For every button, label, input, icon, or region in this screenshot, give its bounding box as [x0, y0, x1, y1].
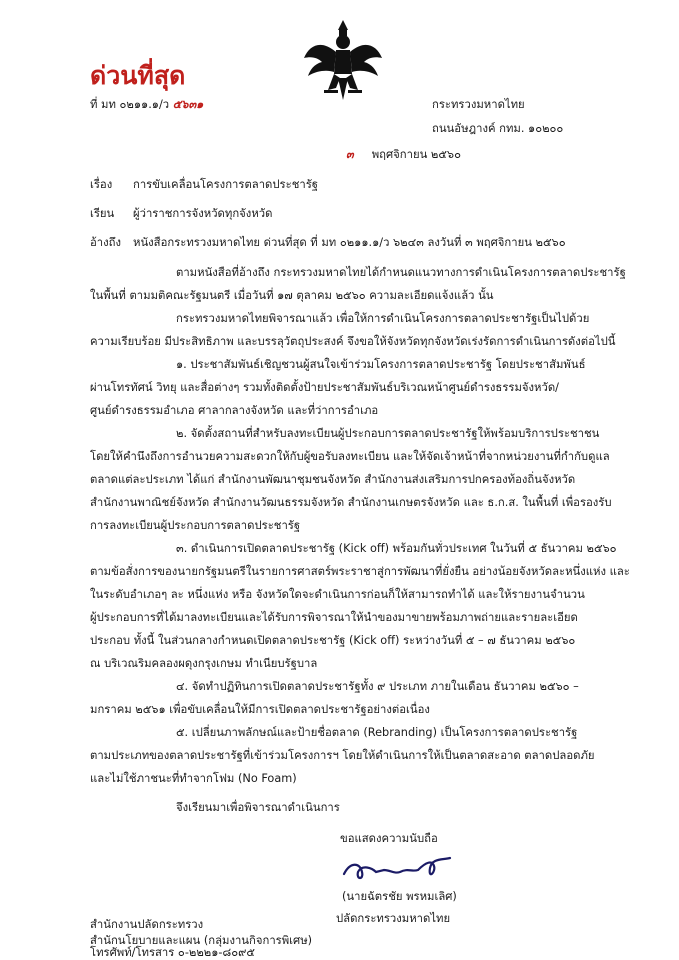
- date-day-handwritten: ๓: [346, 148, 354, 161]
- document-date: [346, 148, 461, 162]
- date-month-year: พฤศจิกายน ๒๕๖๐: [371, 148, 461, 161]
- body-line: ๕. เปลี่ยนภาพลักษณ์และป้ายชื่อตลาด (Rebranding) เป็นโครงการตลาดประชารัฐ: [176, 726, 578, 739]
- body-line: ณ บริเวณริมคลองผดุงกรุงเกษม ทำเนียบรัฐบาล: [90, 657, 318, 670]
- sender-org: กระทรวงมหาดไทย: [432, 98, 525, 111]
- reference-label: อ้างถึง: [90, 236, 122, 249]
- document-number-handwritten: ๕๖๓๑: [172, 98, 204, 111]
- body-line: ผ่านโทรทัศน์ วิทยุ และสื่อต่างๆ รวมทั้งติดตั้งป้ายประชาสัมพันธ์บริเวณหน้าศูนย์ดำรงธรรมจังหวัด/: [90, 381, 559, 394]
- recipient-label: เรียน: [90, 207, 115, 220]
- recipient-text: ผู้ว่าราชการจังหวัดทุกจังหวัด: [133, 207, 273, 220]
- garuda-emblem: [302, 18, 384, 106]
- body-line: สำนักงานพาณิชย์จังหวัด สำนักงานวัฒนธรรมจังหวัด สำนักงานเกษตรจังหวัด และ ธ.ก.ส. ในพื้นที่ เพื่อรองรับ: [90, 496, 612, 509]
- regards-line: ขอแสดงความนับถือ: [340, 832, 438, 845]
- body-line: มกราคม ๒๕๖๑ เพื่อขับเคลื่อนให้มีการเปิดตลาดประชารัฐอย่างต่อเนื่อง: [90, 703, 430, 716]
- reference-text: หนังสือกระทรวงมหาดไทย ด่วนที่สุด ที่ มท ๐๒๑๑.๑/ว ๖๒๔๓ ลงวันที่ ๓ พฤศจิกายน ๒๕๖๐: [133, 236, 566, 249]
- closing-line: จึงเรียนมาเพื่อพิจารณาดำเนินการ: [176, 801, 340, 814]
- body-line: ในพื้นที่ ตามมติคณะรัฐมนตรี เมื่อวันที่ ๑๗ ตุลาคม ๒๕๖๐ ความละเอียดแจ้งแล้ว นั้น: [90, 289, 494, 302]
- body-line: ตลาดแต่ละประเภท ได้แก่ สำนักงานพัฒนาชุมชนจังหวัด สำนักงานส่งเสริมการปกครองท้องถิ่นจังหวัด: [90, 473, 576, 486]
- body-line: ศูนย์ดำรงธรรมอำเภอ ศาลากลางจังหวัด และที่ว่าการอำเภอ: [90, 404, 379, 417]
- body-line: โดยให้คำนึงถึงการอำนวยความสะดวกให้กับผู้ขอรับลงทะเบียน และให้จัดเจ้าหน้าที่จากหน่วยงานที่กำกับดูแล: [90, 450, 610, 463]
- subject-text: การขับเคลื่อนโครงการตลาดประชารัฐ: [133, 178, 319, 191]
- body-line: การลงทะเบียนผู้ประกอบการตลาดประชารัฐ: [90, 519, 301, 532]
- sender-address: ถนนอัษฎางค์ กทม. ๑๐๒๐๐: [432, 122, 564, 135]
- body-line: ความเรียบร้อย มีประสิทธิภาพ และบรรลุวัตถุประสงค์ จึงขอให้จังหวัดทุกจังหวัดเร่งรัดการดำเนินการดังต่อไปนี้: [90, 335, 616, 348]
- document-number: [90, 98, 203, 112]
- signer-name: (นายฉัตรชัย พรหมเลิศ): [342, 890, 457, 903]
- body-line: ๓. ดำเนินการเปิดตลาดประชารัฐ (Kick off) พร้อมกันทั่วประเทศ ในวันที่ ๕ ธันวาคม ๒๕๖๐: [176, 542, 617, 555]
- signature: [338, 852, 458, 886]
- footer-phone: โทรศัพท์/โทรสาร ๐-๒๒๒๑-๘๐๙๕: [90, 946, 255, 959]
- signer-position: ปลัดกระทรวงมหาดไทย: [336, 912, 451, 925]
- body-line: ผู้ประกอบการที่ได้มาลงทะเบียนและได้รับการพิจารณาให้นำของมาขายพร้อมภาพถ่ายและรายละเอียด: [90, 611, 578, 624]
- urgency-stamp: ด่วนที่สุด: [90, 61, 186, 90]
- body-line: ๔. จัดทำปฏิทินการเปิดตลาดประชารัฐทั้ง ๙ ประเภท ภายในเดือน ธันวาคม ๒๕๖๐ –: [176, 680, 579, 693]
- body-line: ตามข้อสั่งการของนายกรัฐมนตรีในรายการศาสตร์พระราชาสู่การพัฒนาที่ยั่งยืน อย่างน้อยจังหวัดละหนึ่งแห่ง และ: [90, 565, 630, 578]
- body-line: ตามหนังสือที่อ้างถึง กระทรวงมหาดไทยได้กำหนดแนวทางการดำเนินโครงการตลาดประชารัฐ: [176, 266, 626, 279]
- body-line: ในระดับอำเภอๆ ละ หนึ่งแห่ง หรือ จังหวัดใดจะดำเนินการก่อนก็ให้สามารถทำได้ และให้รายงานจำนวน: [90, 588, 585, 601]
- body-line: ตามประเภทของตลาดประชารัฐที่เข้าร่วมโครงการฯ โดยให้ดำเนินการให้เป็นตลาดสะอาด ตลาดปลอดภัย: [90, 749, 595, 762]
- document-number-prefix: ที่ มท ๐๒๑๑.๑/ว: [90, 98, 170, 111]
- body-line: ๒. จัดตั้งสถานที่สำหรับลงทะเบียนผู้ประกอบการตลาดประชารัฐให้พร้อมบริการประชาชน: [176, 427, 600, 440]
- body-line: และไม่ใช้ภาชนะที่ทำจากโฟม (No Foam): [90, 772, 297, 785]
- body-line: ประกอบ ทั้งนี้ ในส่วนกลางกำหนดเปิดตลาดประชารัฐ (Kick off) ระหว่างวันที่ ๕ – ๗ ธันวาคม ๒๕๖๐: [90, 634, 576, 647]
- footer-division: สำนักนโยบายและแผน (กลุ่มงานกิจการพิเศษ): [90, 934, 313, 947]
- footer-office: สำนักงานปลัดกระทรวง: [90, 918, 204, 931]
- subject-label: เรื่อง: [90, 178, 113, 191]
- body-line: ๑. ประชาสัมพันธ์เชิญชวนผู้สนใจเข้าร่วมโครงการตลาดประชารัฐ โดยประชาสัมพันธ์: [176, 358, 586, 371]
- body-line: กระทรวงมหาดไทยพิจารณาแล้ว เพื่อให้การดำเนินโครงการตลาดประชารัฐเป็นไปด้วย: [176, 312, 590, 325]
